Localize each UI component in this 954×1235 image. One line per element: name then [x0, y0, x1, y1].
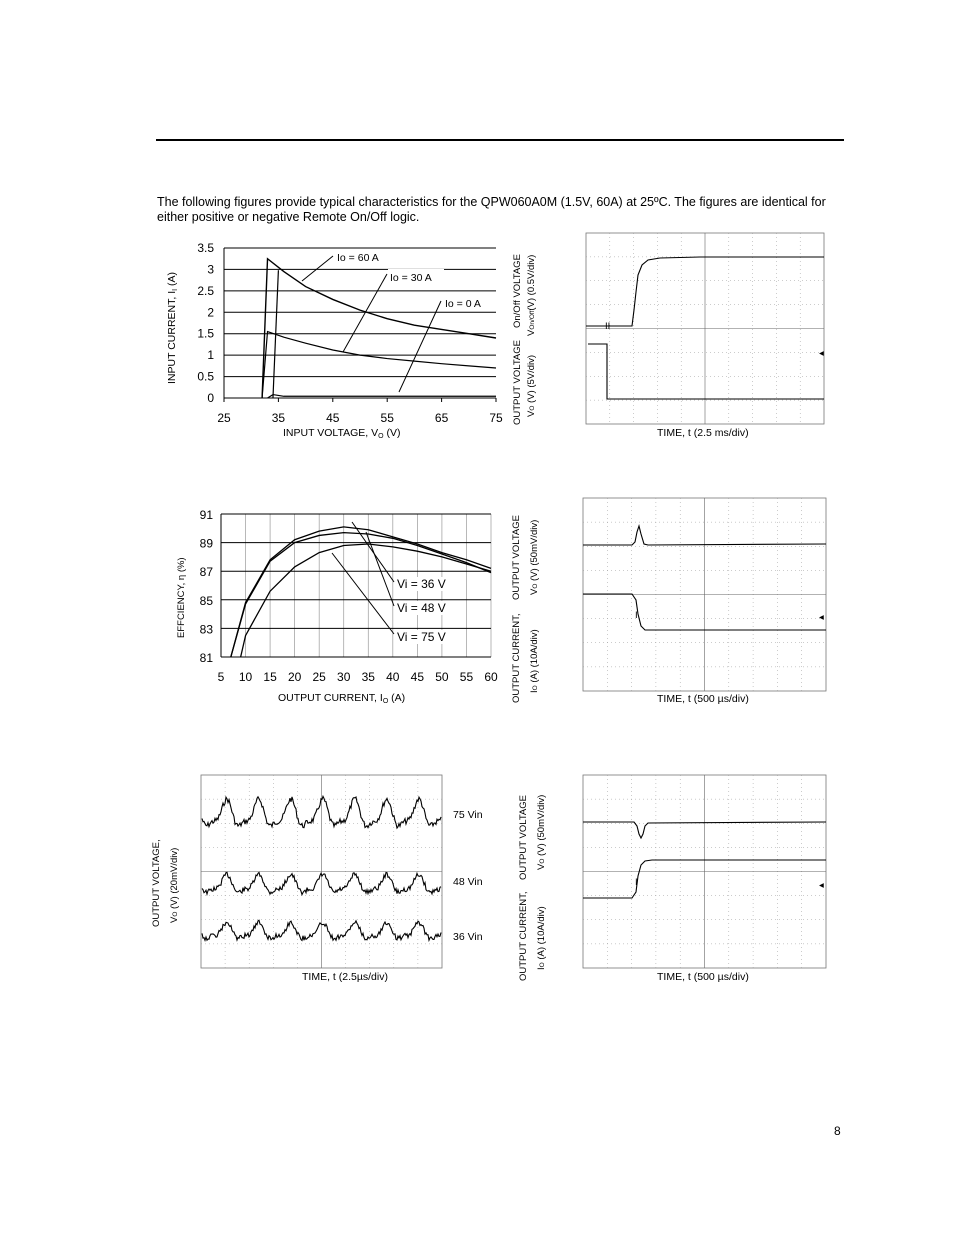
ytick-label: 1.5	[197, 326, 214, 341]
xtick-label: 65	[434, 411, 449, 425]
ytick-label: 81	[199, 651, 213, 665]
ytick-label: 89	[199, 536, 213, 551]
annotation-vi-36v: Vi = 36 V	[397, 577, 446, 591]
xtick-label: 10	[238, 670, 253, 684]
label-75vin: 75 Vin	[453, 809, 483, 821]
ytick-label: 0	[207, 391, 214, 405]
fig2-ylabel-top: On/Off VOLTAGE	[512, 254, 523, 328]
level-marker: ◂	[819, 348, 824, 359]
fig6-ylabel-top2: VO (V) (50mV/div)	[536, 794, 547, 870]
label-48vin: 48 Vin	[453, 876, 483, 888]
annotation-io-60a: Io = 60 A	[337, 252, 379, 264]
fig1-ylabel: INPUT CURRENT, II (A)	[166, 271, 179, 384]
fig6-ylabel-top: OUTPUT VOLTAGE	[518, 795, 529, 880]
ytick-label: 85	[199, 593, 213, 608]
xtick-label: 20	[287, 670, 302, 684]
xtick-label: 60	[484, 670, 498, 684]
label-36vin: 36 Vin	[453, 931, 483, 943]
ytick-label: 91	[199, 508, 213, 522]
fig4-ylabel-bot: OUTPUT CURRENT,	[511, 613, 522, 703]
xtick-label: 25	[312, 670, 326, 684]
fig6-xlabel: TIME, t (500 µs/div)	[657, 971, 749, 983]
ytick-label: 3.5	[197, 241, 214, 255]
xtick-label: 45	[326, 411, 340, 425]
intro-paragraph: The following figures provide typical characteristics for the QPW060A0M (1.5V, 60A) at 25ºC. The figures are identical for either positive or negative Remote On/Off logic.	[157, 195, 826, 224]
ytick-label: 83	[199, 622, 213, 637]
annotation-io-30a: Io = 30 A	[390, 272, 432, 284]
fig5-xlabel: TIME, t (2.5µs/div)	[302, 971, 388, 983]
fig5-ylabel1: OUTPUT VOLTAGE,	[151, 839, 162, 927]
fig5-ylabel2: VO (V) (20mV/div)	[169, 847, 180, 923]
fig2-ylabel-bot2: VO (V) (5V/div)	[526, 354, 537, 417]
trigger-marker: I	[635, 877, 638, 888]
xtick-label: 50	[435, 670, 449, 684]
ytick-label: 0.5	[197, 369, 214, 384]
ytick-label: 3	[207, 262, 214, 277]
fig4-ylabel-top2: VO (V) (50mV/div)	[529, 519, 540, 595]
fig1-xlabel: INPUT VOLTAGE, VO (V)	[283, 427, 401, 440]
annotation-vi-48v: Vi = 48 V	[397, 601, 446, 615]
fig4-xlabel: TIME, t (500 µs/div)	[657, 693, 749, 705]
fig3-ylabel: EFFCIENCY, η (%)	[176, 557, 187, 638]
xtick-label: 15	[263, 670, 277, 684]
ytick-label: 87	[199, 565, 213, 580]
xtick-label: 40	[386, 670, 400, 684]
ytick-label: 1	[207, 348, 214, 363]
xtick-label: 45	[410, 670, 425, 684]
fig2-xlabel: TIME, t (2.5 ms/div)	[657, 427, 749, 439]
trigger-marker: II	[605, 321, 611, 332]
fig6-ylabel-bot: OUTPUT CURRENT,	[518, 891, 529, 981]
xtick-label: 25	[217, 411, 231, 425]
xtick-label: 35	[271, 411, 286, 425]
fig4-ylabel-top: OUTPUT VOLTAGE	[511, 515, 522, 600]
xtick-label: 35	[361, 670, 375, 684]
trigger-marker: I	[635, 610, 638, 621]
xtick-label: 30	[337, 670, 351, 684]
ytick-label: 2.5	[197, 283, 214, 298]
fig4-ylabel-bot2: IO (A) (10A/div)	[529, 629, 540, 693]
xtick-label: 75	[489, 411, 503, 425]
fig3-xlabel: OUTPUT CURRENT, IO (A)	[278, 692, 406, 705]
fig2-ylabel-bot: OUTPUT VOLTAGE	[512, 340, 523, 425]
xtick-label: 55	[459, 670, 474, 684]
annotation-io-0a: Io = 0 A	[445, 298, 481, 310]
annotation-vi-75v: Vi = 75 V	[397, 630, 446, 644]
level-marker: ◂	[819, 880, 824, 891]
fig6-ylabel-bot2: IO (A) (10A/div)	[536, 906, 547, 970]
fig2-ylabel-top2: VOn/Off(V) (0.5V/div)	[526, 254, 537, 336]
xtick-label: 5	[217, 670, 225, 684]
page-number: 8	[834, 1124, 841, 1138]
level-marker: ◂	[819, 612, 824, 623]
xtick-label: 55	[380, 411, 394, 425]
ytick-label: 2	[207, 305, 214, 320]
